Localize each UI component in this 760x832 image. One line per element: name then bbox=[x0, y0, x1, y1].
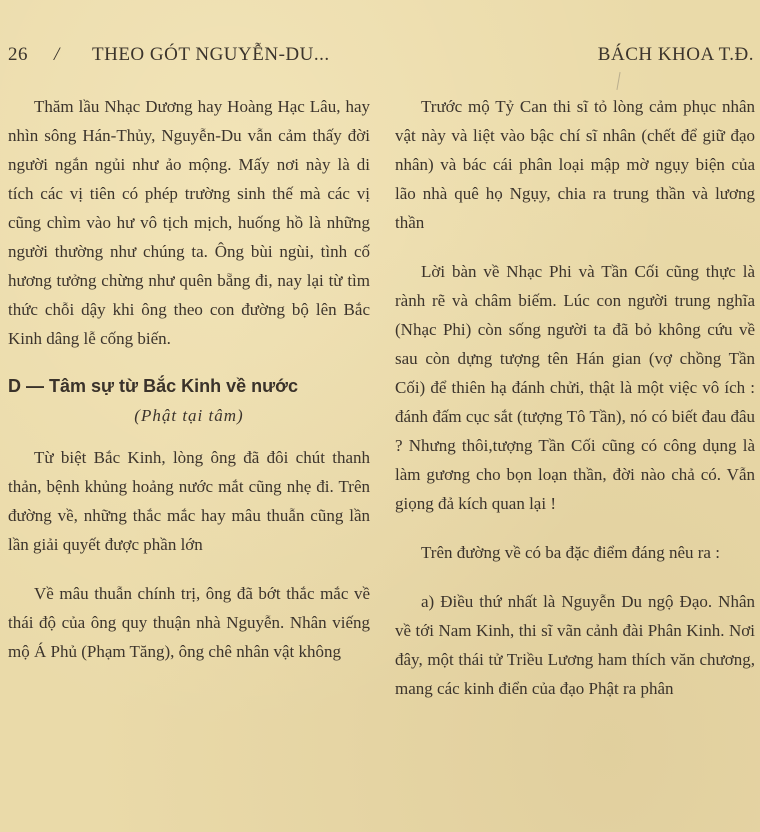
paragraph: Thăm lầu Nhạc Dương hay Hoàng Hạc Lâu, hay nhìn sông Hán-Thủy, Nguyễn-Du vẫn cảm thấy đời người ngắn ngủi như ảo mộng. Mấy nơi này là di tích các vị tiên có phép trường sinh thế mà các vị cũng chìm vào hư vô tịch mịch, huống hồ là những người thường như chúng ta. Ông bùi ngùi, tình cố hương tưởng chừng như quên bẵng đi, nay lại từ tìm thức chỗi dậy khi ông theo con đường bộ lên Bắc Kinh dâng lễ cống biến. bbox=[8, 97, 370, 348]
header-separator: / bbox=[54, 44, 60, 65]
section-heading: D — Tâm sự từ Bắc Kinh về nước bbox=[8, 376, 298, 396]
paragraph: Về mâu thuẫn chính trị, ông đã bớt thắc mắc về thái độ của ông quy thuận nhà Nguyễn. Nhân viếng mộ Á Phủ (Phạm Tăng), ông chê nhân vật không bbox=[8, 584, 370, 661]
ink-smudge bbox=[616, 72, 620, 90]
page-header bbox=[8, 44, 754, 74]
paragraph: Trước mộ Tỷ Can thi sĩ tỏ lòng cảm phục nhân vật này và liệt vào bậc chí sĩ nhân (chết để giữ đạo nhân) và bác cái phân loại mập mờ ngụy biện của lão nhà quê họ Ngụy, chia ra trung thần và lương thần bbox=[395, 97, 755, 232]
page-number: 26 bbox=[8, 44, 28, 65]
right-column bbox=[395, 92, 755, 723]
running-title: THEO GÓT NGUYỄN-DU... bbox=[92, 44, 330, 65]
section-subtitle: (Phật tại tâm) bbox=[134, 406, 244, 425]
paragraph: a) Điều thứ nhất là Nguyễn Du ngộ Đạo. Nhân về tới Nam Kinh, thi sĩ vãn cảnh đài Phân Kinh. Nơi đây, một thái tử Triều Lương ham thích văn chương, mang các kinh điển của đạo Phật ra phân bbox=[395, 592, 755, 698]
paragraph: Từ biệt Bắc Kinh, lòng ông đã đôi chút thanh thản, bệnh khủng hoảng nước mắt cũng nhẹ đi. Trên đường về, những thắc mắc hay mâu thuẫn cũng lần lần giải quyết được phần lớn bbox=[8, 448, 370, 554]
journal-name: BÁCH KHOA T.Đ. bbox=[597, 44, 754, 65]
paragraph: Trên đường về có ba đặc điểm đáng nêu ra : bbox=[421, 543, 720, 562]
left-column bbox=[8, 92, 370, 686]
paragraph: Lời bàn về Nhạc Phi và Tần Cối cũng thực là rành rẽ và châm biếm. Lúc con người trung nghĩa (Nhạc Phi) còn sống người ta đã bỏ không cứu về sau còn dựng tượng tên Hán gian (vợ chồng Tần Cối) để thiên hạ đánh chửi, thật là một việc vô ích : đánh đấm cục sắt (tượng Tô Tần), nó có biết đau đâu ? Nhưng thôi,tượng Tần Cối cũng có công dụng là làm gương cho bọn loạn thần, đời nào chả có. Vẫn giọng đả kích quan lại ! bbox=[395, 262, 755, 513]
